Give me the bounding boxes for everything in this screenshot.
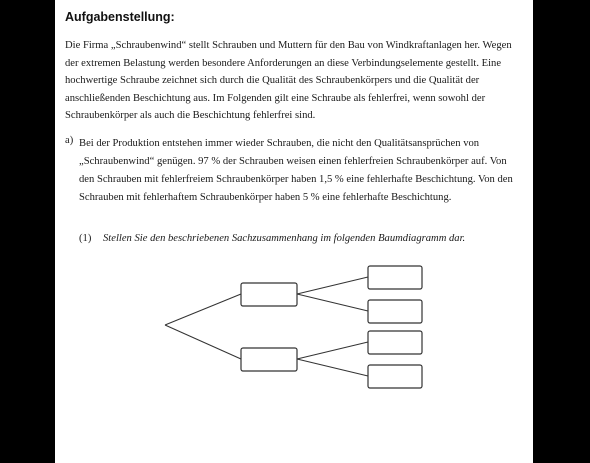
task-a-text: Bei der Produktion entstehen immer wieder Schrauben, die nicht den Qualitätsansprüchen von „Schraubenwind“ genügen. 97 % der Schrauben weisen einen fehlerfreien Schraubenkörper auf. Von den Schrauben mit fehlerfreiem Schraubenkörper haben 1,5 % eine fehlerhafte Beschichtung. Von den Schrauben mit fehlerhaftem Schraubenkörper haben 5 % eine fehlerhafte Beschichtung. [79,138,513,203]
tree-node-level2-3[interactable] [368,331,422,354]
probability-tree-diagram [55,0,533,463]
subtask-1-number: (1) [79,233,92,244]
task-a-label: a) [65,135,74,146]
worksheet-page [55,0,533,463]
tree-node-level1-top[interactable] [241,283,297,306]
tree-branch-top-upper [297,277,368,294]
tree-branch-bottom-lower [297,359,368,376]
tree-node-level2-2[interactable] [368,300,422,323]
tree-branch-root-bottom [165,325,241,359]
task-heading: Aufgabenstellung: [65,10,175,24]
tree-node-level2-4[interactable] [368,365,422,388]
tree-branch-bottom-upper [297,342,368,359]
intro-paragraph: Die Firma „Schraubenwind“ stellt Schrauben und Muttern für den Bau von Windkraftanlagen her. Wegen der extremen Belastung werden besondere Anforderungen an diese Verbindungselemente gestellt. Eine hochwertige Schraube zeichnet sich durch die Qualität des Schraubenkörpers und die Qualität der anschließenden Beschichtung aus. Im Folgenden gilt eine Schraube als fehlerfrei, wenn sowohl der Schraubenkörper als auch die Beschichtung fehlerfrei sind. [65,40,512,121]
subtask-1-text: Stellen Sie den beschriebenen Sachzusammenhang im folgenden Baumdiagramm dar. [103,233,466,244]
tree-branch-top-lower [297,294,368,311]
tree-node-level1-bottom[interactable] [241,348,297,371]
tree-node-level2-1[interactable] [368,266,422,289]
tree-branch-root-top [165,294,241,325]
